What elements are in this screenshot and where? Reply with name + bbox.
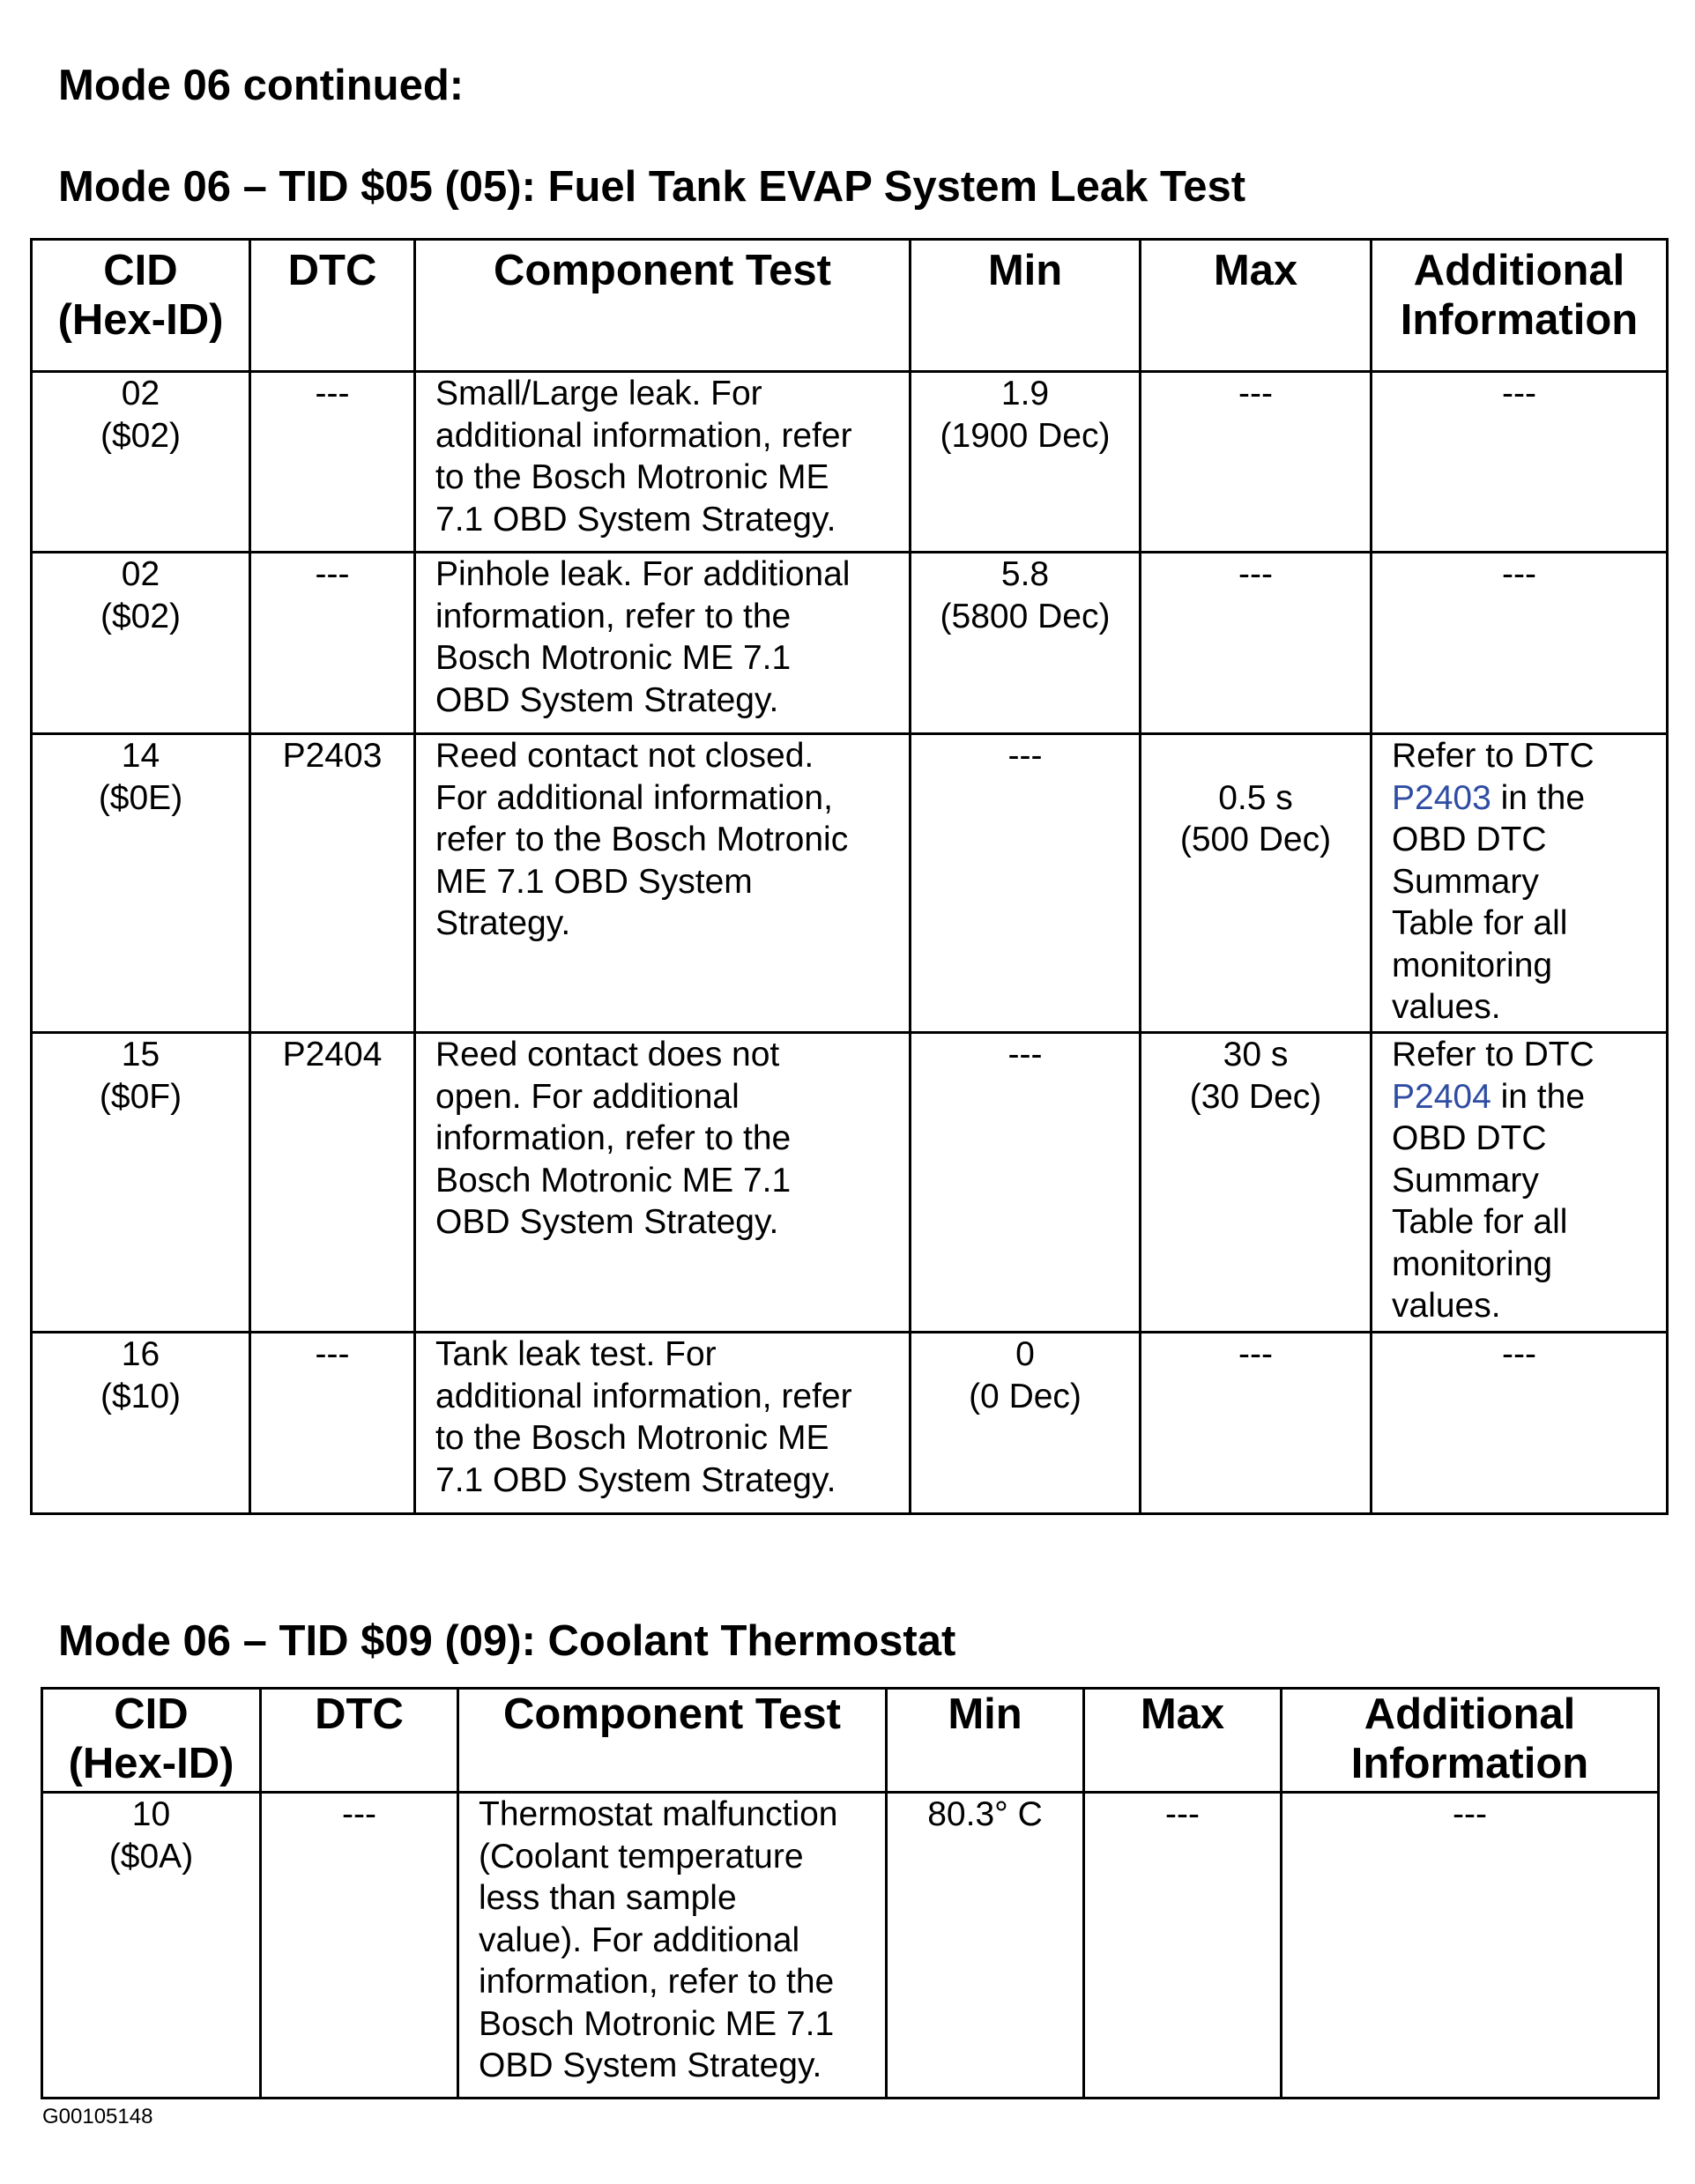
max-cell: 30 s (30 Dec): [1141, 1033, 1372, 1333]
min-cell: ---: [911, 1033, 1141, 1333]
col-header-component-test: Component Test: [415, 240, 911, 372]
max-cell: ---: [1084, 1793, 1282, 2099]
max-cell: ---: [1141, 553, 1372, 734]
min-cell: 1.9 (1900 Dec): [911, 372, 1141, 553]
component-test-cell: Pinhole leak. For additional information, refer to the Bosch Motronic ME 7.1 OBD System Strategy.: [415, 553, 911, 734]
col-header-min: Min: [887, 1689, 1084, 1793]
cid-cell: 16 ($10): [32, 1333, 250, 1514]
dtc-link-p2403[interactable]: P2403: [1392, 778, 1491, 817]
dtc-cell: P2404: [250, 1033, 415, 1333]
figure-id-label: G00105148: [42, 2105, 153, 2128]
dtc-cell: ---: [250, 372, 415, 553]
min-cell: 0 (0 Dec): [911, 1333, 1141, 1514]
table-row: [32, 553, 1668, 734]
col-header-max: Max: [1084, 1689, 1282, 1793]
max-cell: 0.5 s (500 Dec): [1141, 734, 1372, 1033]
cid-cell: 14 ($0E): [32, 734, 250, 1033]
col-header-min: Min: [911, 240, 1141, 372]
max-cell: ---: [1141, 1333, 1372, 1514]
section-heading-tid09: Mode 06 – TID $09 (09): Coolant Thermostat: [58, 1617, 956, 1665]
component-test-cell: Reed contact does not open. For additional information, refer to the Bosch Motronic ME 7.1 OBD System Strategy.: [415, 1033, 911, 1333]
min-cell: ---: [911, 734, 1141, 1033]
col-header-additional-information: Additional Information: [1372, 240, 1668, 372]
min-cell: 80.3° C: [887, 1793, 1084, 2099]
col-header-component-test: Component Test: [458, 1689, 887, 1793]
col-header-additional-information: Additional Information: [1282, 1689, 1659, 1793]
col-header-dtc: DTC: [250, 240, 415, 372]
dtc-cell: ---: [250, 553, 415, 734]
dtc-cell: ---: [261, 1793, 458, 2099]
dtc-cell: P2403: [250, 734, 415, 1033]
additional-info-cell: Refer to DTC P2404 in the OBD DTC Summary Table for all monitoring values.: [1372, 1033, 1668, 1333]
component-test-cell: Thermostat malfunction (Coolant temperature less than sample value). For additional information, refer to the Bosch Motronic ME 7.1 OBD System Strategy.: [458, 1793, 887, 2099]
min-cell: 5.8 (5800 Dec): [911, 553, 1141, 734]
dtc-cell: ---: [250, 1333, 415, 1514]
cid-cell: 10 ($0A): [42, 1793, 261, 2099]
cid-cell: 02 ($02): [32, 553, 250, 734]
cid-cell: 15 ($0F): [32, 1033, 250, 1333]
table-row: [42, 1793, 1659, 2099]
col-header-cid: CID (Hex-ID): [42, 1689, 261, 1793]
page-heading: Mode 06 continued:: [58, 62, 465, 109]
component-test-cell: Small/Large leak. For additional information, refer to the Bosch Motronic ME 7.1 OBD System Strategy.: [415, 372, 911, 553]
dtc-link-p2404[interactable]: P2404: [1392, 1077, 1491, 1116]
tid09-table: [41, 1687, 1660, 2099]
header-row: [32, 240, 1668, 372]
table-row: [32, 372, 1668, 553]
header-row: [42, 1689, 1659, 1793]
component-test-cell: Reed contact not closed. For additional information, refer to the Bosch Motronic ME 7.1 OBD System Strategy.: [415, 734, 911, 1033]
additional-info-cell: ---: [1372, 372, 1668, 553]
section-heading-tid05: Mode 06 – TID $05 (05): Fuel Tank EVAP System Leak Test: [58, 163, 1246, 211]
table-row: [32, 1333, 1668, 1514]
cid-cell: 02 ($02): [32, 372, 250, 553]
component-test-cell: Tank leak test. For additional information, refer to the Bosch Motronic ME 7.1 OBD System Strategy.: [415, 1333, 911, 1514]
max-cell: ---: [1141, 372, 1372, 553]
table-row: [32, 734, 1668, 1033]
additional-info-cell: Refer to DTC P2403 in the OBD DTC Summary Table for all monitoring values.: [1372, 734, 1668, 1033]
additional-info-cell: ---: [1372, 1333, 1668, 1514]
col-header-cid: CID (Hex-ID): [32, 240, 250, 372]
col-header-max: Max: [1141, 240, 1372, 372]
tid05-table: [30, 238, 1669, 1515]
col-header-dtc: DTC: [261, 1689, 458, 1793]
table-row: [32, 1033, 1668, 1333]
additional-info-cell: ---: [1372, 553, 1668, 734]
additional-info-cell: ---: [1282, 1793, 1659, 2099]
